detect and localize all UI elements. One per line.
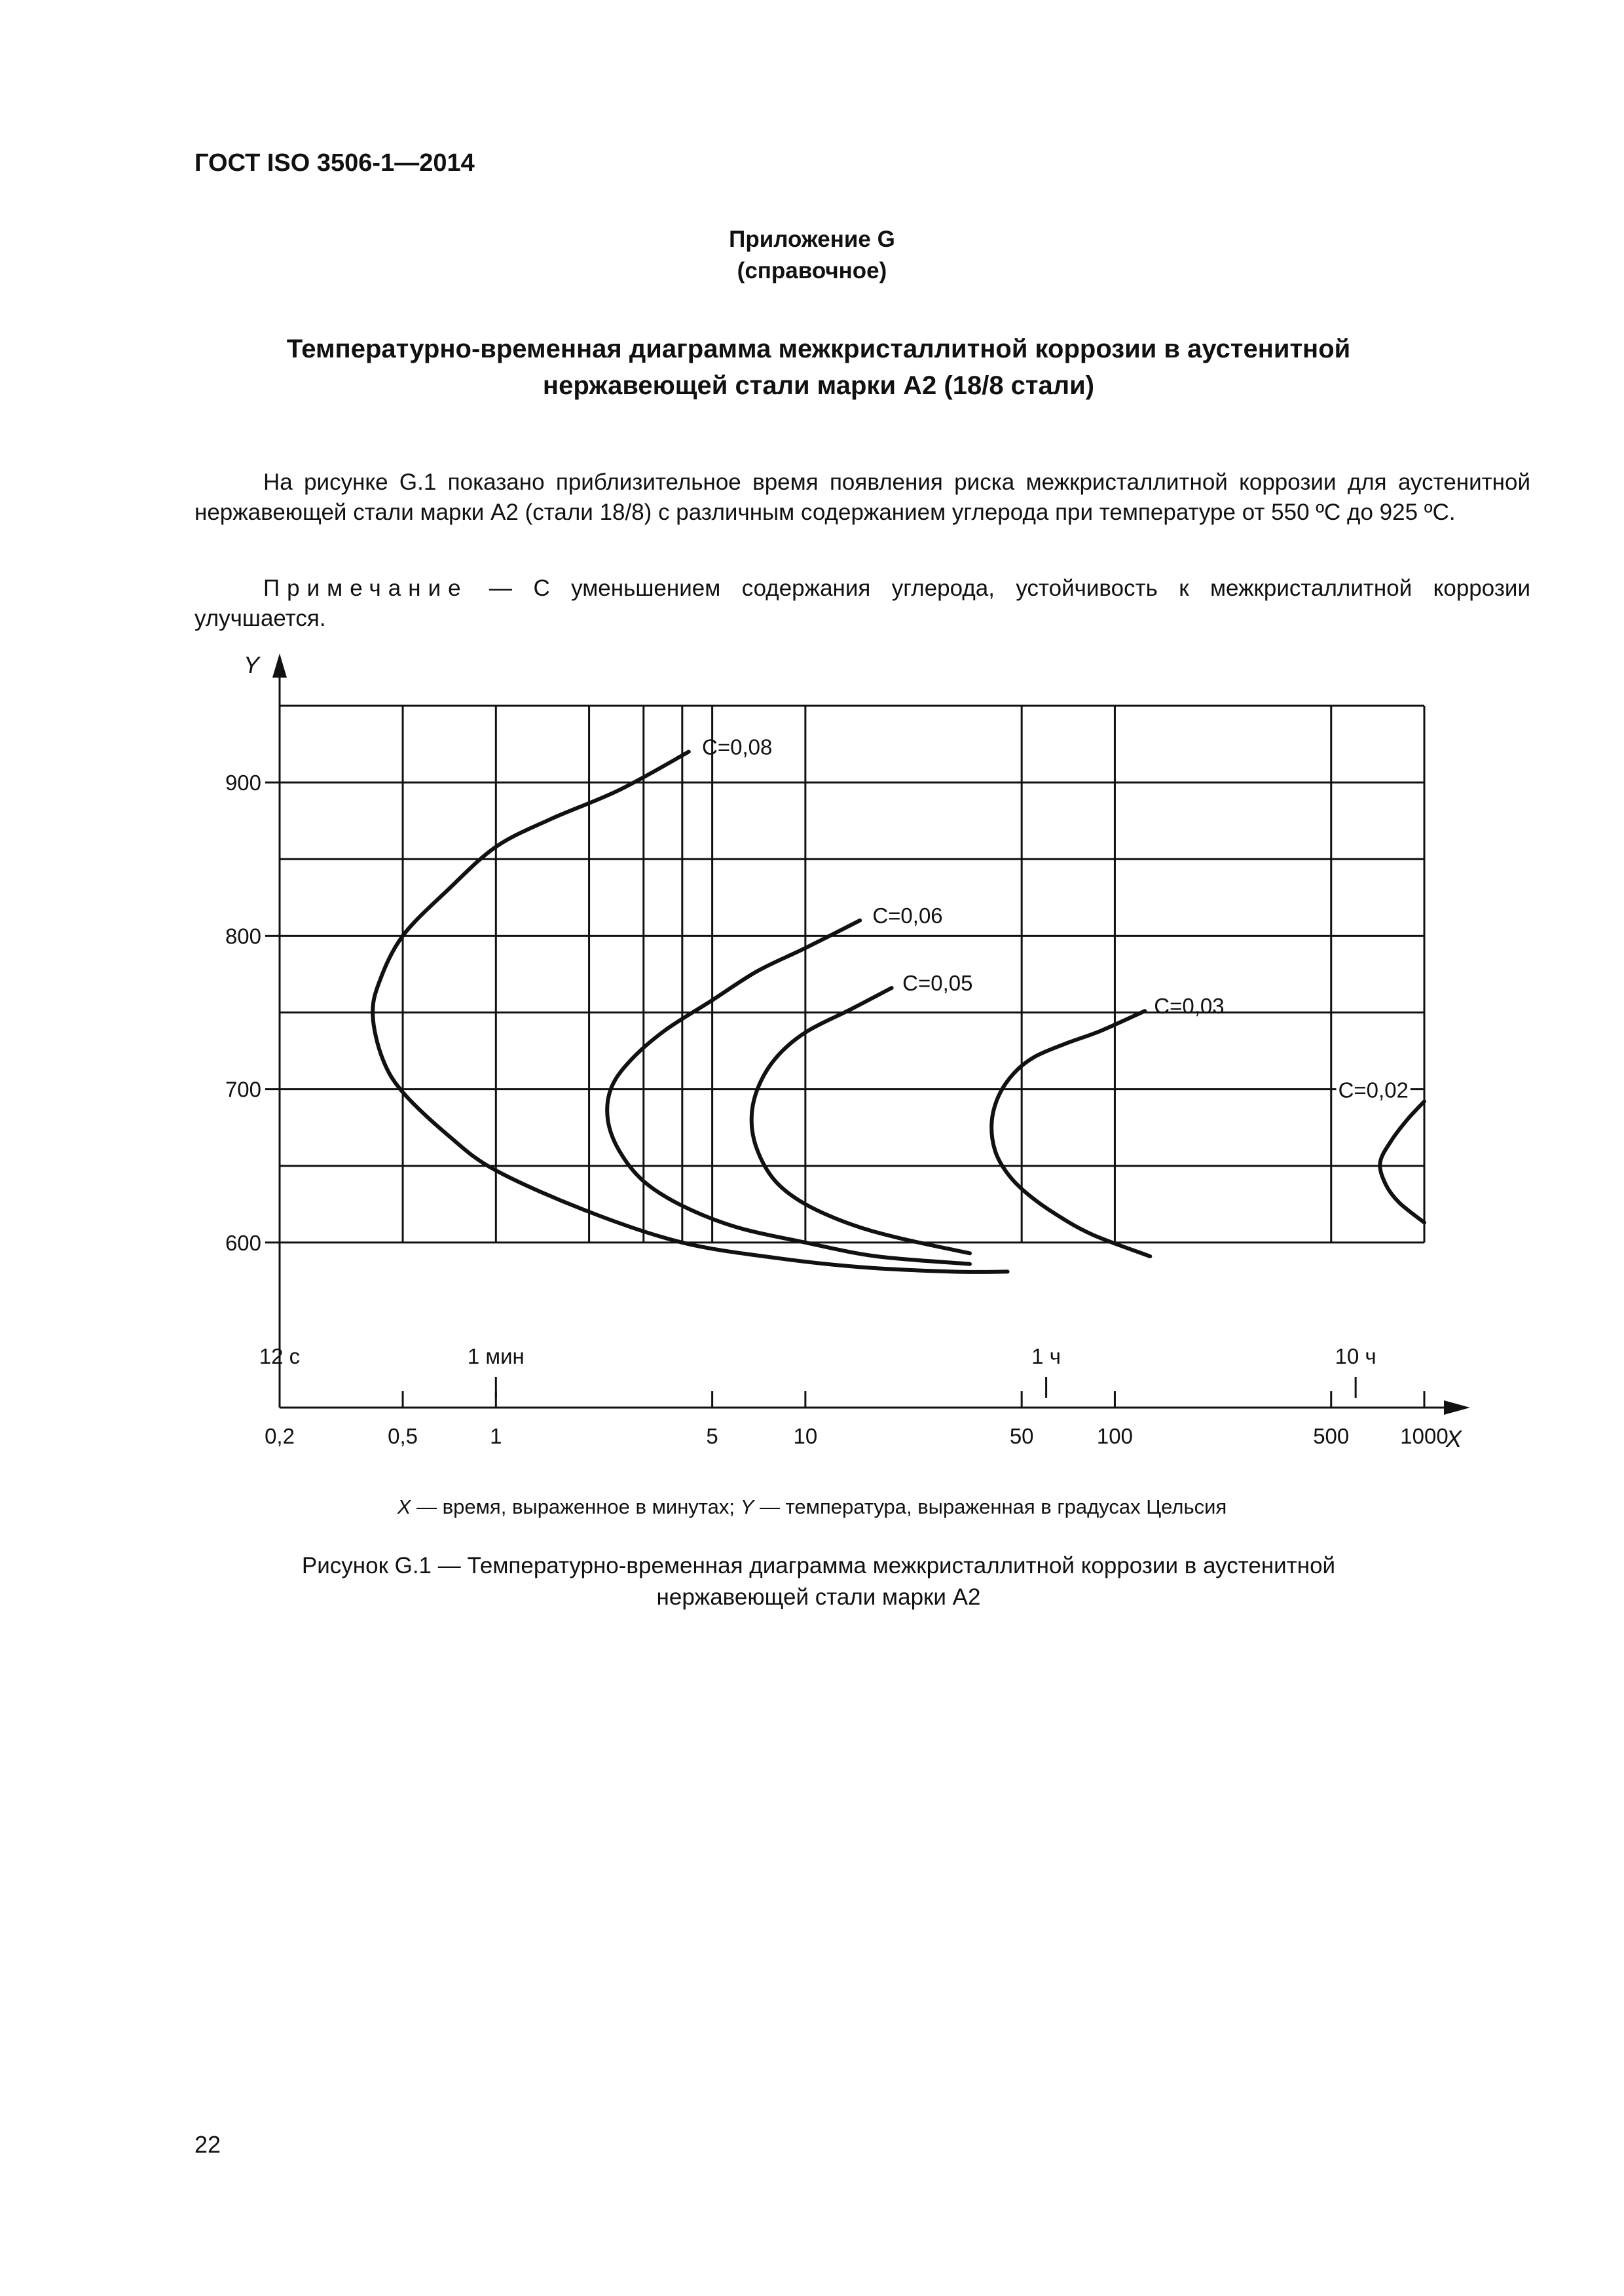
x-tick-label: 5 <box>706 1424 718 1448</box>
figure-legend <box>0 1495 1624 1519</box>
note-text: — С уменьшением содержания углерода, устойчивость к межкристаллитной коррозии улучшается. <box>194 575 1530 631</box>
legend-y-symbol: Y <box>740 1495 754 1518</box>
annex-title: Приложение G <box>729 227 895 252</box>
curve-label: C=0,03 <box>1154 994 1225 1019</box>
x-tick-label: 500 <box>1313 1424 1350 1448</box>
curve-label: C=0,02 <box>1338 1078 1409 1102</box>
x-tick-label: 50 <box>1009 1424 1034 1448</box>
curve-label: C=0,05 <box>902 971 973 996</box>
annex-subtitle: (справочное) <box>737 258 887 283</box>
x-axis-arrow <box>1444 1400 1470 1415</box>
time-mark-label: 1 ч <box>1031 1344 1061 1368</box>
title-line-1: Температурно-временная диаграмма межкристаллитной коррозии в аустенитной <box>286 335 1351 363</box>
curve-3 <box>991 1011 1150 1256</box>
x-tick-label: 10 <box>793 1424 818 1448</box>
x-tick-label: 0,5 <box>388 1424 418 1448</box>
curve-4 <box>1380 1101 1424 1222</box>
legend-y-text: — температура, выраженная в градусах Цельсия <box>754 1495 1227 1518</box>
time-mark-label: 12 с <box>259 1344 301 1368</box>
note-label: Примечание <box>263 575 468 601</box>
x-tick-label: 0,2 <box>265 1424 295 1448</box>
caption-line-1: Рисунок G.1 — Температурно-временная диаграмма межкристаллитной коррозии в аустенитной <box>301 1553 1336 1578</box>
chart-grid <box>280 706 1424 1408</box>
y-axis-label: Y <box>244 651 260 678</box>
y-tick-label: 600 <box>225 1230 261 1255</box>
page-number: 22 <box>194 2131 221 2158</box>
curve-label: C=0,06 <box>872 903 943 928</box>
time-mark-label: 10 ч <box>1335 1344 1376 1368</box>
y-tick-label: 800 <box>225 924 261 949</box>
x-tick-label: 1 <box>490 1424 502 1448</box>
x-axis-label: X <box>1446 1425 1462 1452</box>
figure-caption <box>249 1550 1388 1613</box>
curve-label: C=0,08 <box>701 735 773 759</box>
caption-line-2: нержавеющей стали марки А2 <box>656 1584 981 1610</box>
paragraph-text: На рисунке G.1 показано приблизительное время появления риска межкристаллитной коррозии для аустенитной нержавеющей стали марки А2 (стали 18/8) с различным содержанием углерода при температуре от 550 ºC до 925 ºC. <box>194 469 1530 525</box>
y-tick-label: 700 <box>225 1077 261 1102</box>
y-tick-label: 900 <box>225 771 261 795</box>
x-tick-label: 100 <box>1096 1424 1133 1448</box>
chart-axes <box>225 651 1470 1452</box>
x-tick-label: 1000 <box>1400 1424 1449 1448</box>
legend-x-text: — время, выраженное в минутах; <box>411 1495 741 1518</box>
document-header: ГОСТ ISO 3506-1—2014 <box>194 149 475 177</box>
time-mark-label: 1 мин <box>467 1344 525 1368</box>
title-line-2: нержавеющей стали марки А2 (18/8 стали) <box>542 371 1095 400</box>
legend-x-symbol: X <box>397 1495 411 1518</box>
y-axis-arrow <box>272 653 287 678</box>
curve-2 <box>752 988 970 1253</box>
